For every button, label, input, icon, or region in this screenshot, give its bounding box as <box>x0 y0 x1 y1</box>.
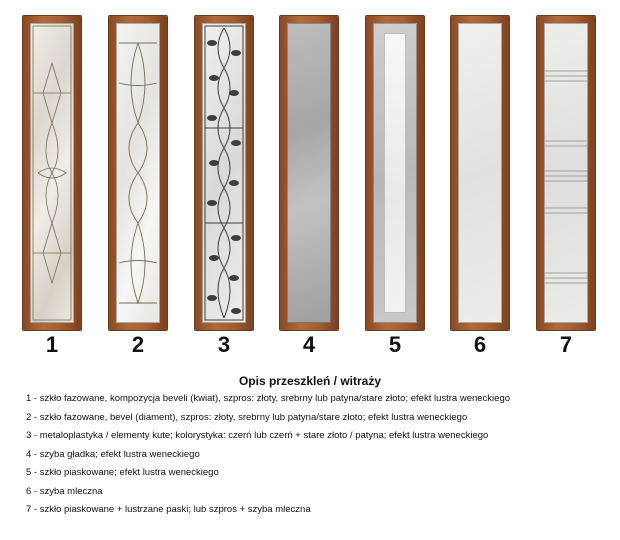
legend-item: 1 - szkło fazowane, kompozycja beveli (kwiat), szpros: złoty, srebrny lub patyna/stare złoto; efekt lustra weneckiego <box>26 393 511 404</box>
panel-5-glass <box>373 23 417 323</box>
panel-1 <box>23 16 81 330</box>
panel-5-number: 5 <box>388 332 402 357</box>
panel-4-glass <box>287 23 331 323</box>
panel-6-number: 6 <box>473 332 487 357</box>
legend-item: 5 - szkło piaskowane; efekt lustra weneckiego <box>26 467 219 478</box>
legend-title: Opis przeszkleń / witraży <box>238 374 382 388</box>
bevel-flower-pattern <box>30 23 74 323</box>
panel-3 <box>195 16 253 330</box>
panel-6-glass <box>458 23 502 323</box>
panel-2-number: 2 <box>131 332 145 357</box>
mirror-strip <box>384 33 406 313</box>
wrought-iron-pattern <box>202 23 246 323</box>
panel-7-glass <box>544 23 588 323</box>
legend-item: 3 - metaloplastyka / elementy kute; kolorystyka: czerń lub czerń + stare złoto / patyna; efekt lustra weneckiego <box>26 430 489 441</box>
panel-3-glass <box>202 23 246 323</box>
legend-item: 7 - szkło piaskowane + lustrzane paski; lub szpros + szyba mleczna <box>26 504 311 515</box>
legend-item: 4 - szyba gładka; efekt lustra weneckiego <box>26 448 200 460</box>
panel-4-number: 4 <box>302 332 316 357</box>
legend-item: 2 - szkło fazowane, bevel (diament), szpros: złoty, srebrny lub patyna/stare złoto; efekt lustra weneckiego <box>26 411 468 423</box>
stripes-pattern <box>544 23 588 323</box>
panel-1-glass <box>30 23 74 323</box>
panel-7-number: 7 <box>559 332 573 357</box>
panel-5 <box>366 16 424 330</box>
panel-3-number: 3 <box>217 332 231 357</box>
legend-list <box>26 390 606 520</box>
panel-6 <box>451 16 509 330</box>
panel-1-number: 1 <box>45 332 59 357</box>
panel-2 <box>109 16 167 330</box>
panel-2-glass <box>116 23 160 323</box>
bevel-diamond-pattern <box>116 23 160 323</box>
legend-item: 6 - szyba mleczna <box>26 485 103 497</box>
panel-7 <box>537 16 595 330</box>
panel-4 <box>280 16 338 330</box>
